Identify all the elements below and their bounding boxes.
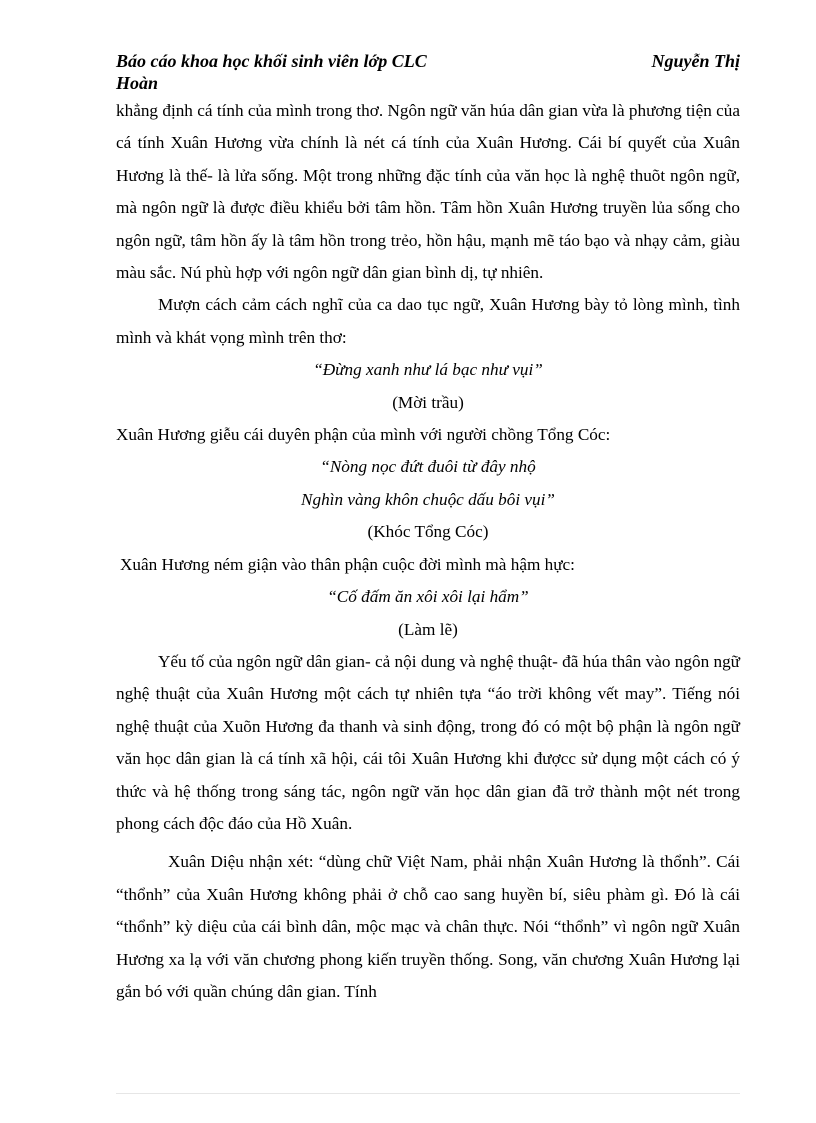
header-title-line2: Hoàn xyxy=(116,73,159,93)
paragraph: Mượn cách cảm cách nghĩ của ca dao tục ngữ, Xuân Hương bày tỏ lòng mình, tình mình và khát vọng mình trên thơ: xyxy=(116,295,740,347)
paragraph: Xuân Diệu nhận xét: “dùng chữ Việt Nam, phải nhận Xuân Hương là thổnh”. Cái “thổnh” của Xuân Hương không phải ở chỗ cao sang huyền bí, siêu phàm gì. Đó là cái “thổnh” kỳ diệu của cái bình dân, mộc mạc và chân thực. Nói “thổnh” vì ngôn ngữ Xuân Hương xa lạ với văn chương phong kiến truyền thống. Song, văn chương Xuân Hương lại gắn bó với quần chúng dân gian. Tính xyxy=(116,852,740,1001)
paragraph: Xuân Hương ném giận vào thân phận cuộc đời mình mà hậm hực: xyxy=(120,554,575,574)
verse-line: “Cố đấm ăn xôi xôi lại hẩm” xyxy=(327,587,529,607)
verse-line: “Nòng nọc đứt đuôi từ đây nhộ xyxy=(320,457,536,477)
body-text xyxy=(116,95,740,1008)
verse-line: Nghìn vàng khôn chuộc dấu bôi vụi” xyxy=(301,489,555,509)
header-title xyxy=(116,50,536,94)
paragraph: Xuân Hương giễu cái duyên phận của mình với người chồng Tổng Cóc: xyxy=(116,425,611,445)
paragraph: Yếu tố của ngôn ngữ dân gian- cả nội dung và nghệ thuật- đã húa thân vào ngôn ngữ nghệ thuật của Xuân Hương một cách tự nhiên tựa “áo trời không vết may”. Tiếng nói nghệ thuật của Xuõn Hương đa thanh và sinh động, trong đó có một bộ phận là ngôn ngữ văn học dân gian là cá tính xã hội, cái tôi Xuân Hương khi đượcc sử dụng một cách có ý thức và hệ thống trong sáng tác, ngôn ngữ văn học dân gian đã trở thành một nét trong phong cách độc đáo của Hồ Xuân. xyxy=(116,651,740,833)
poem-source: (Mời trầu) xyxy=(392,392,464,412)
footer-rule xyxy=(116,1093,740,1094)
poem-source: (Khóc Tổng Cóc) xyxy=(367,522,489,542)
poem-source: (Làm lẽ) xyxy=(398,619,458,639)
verse-line: “Đừng xanh như lá bạc như vụi” xyxy=(313,360,543,380)
header-author: Nguyễn Thị xyxy=(651,51,740,71)
header-title-line1: Báo cáo khoa học khối sinh viên lớp CLC xyxy=(116,51,427,71)
paragraph: khẳng định cá tính của mình trong thơ. Ngôn ngữ văn húa dân gian vừa là phương tiện của cá tính Xuân Hương vừa chính là nét cá tính của Xuân Hương. Cái bí quyết của Xuân Hương là thế- là lửa sống. Một trong những đặc tính của văn học là nghệ thuõt ngôn ngữ, mà ngôn ngữ là được điều khiểu bởi tâm hồn. Tâm hồn Xuân Hương truyền lủa sống cho ngôn ngữ, tâm hồn ấy là tâm hồn trong trẻo, hồn hậu, mạnh mẽ táo bạo và nhạy cảm, giàu màu sắc. Nú phù hợp với ngôn ngữ dân gian bình dị, tự nhiên. xyxy=(116,101,740,283)
